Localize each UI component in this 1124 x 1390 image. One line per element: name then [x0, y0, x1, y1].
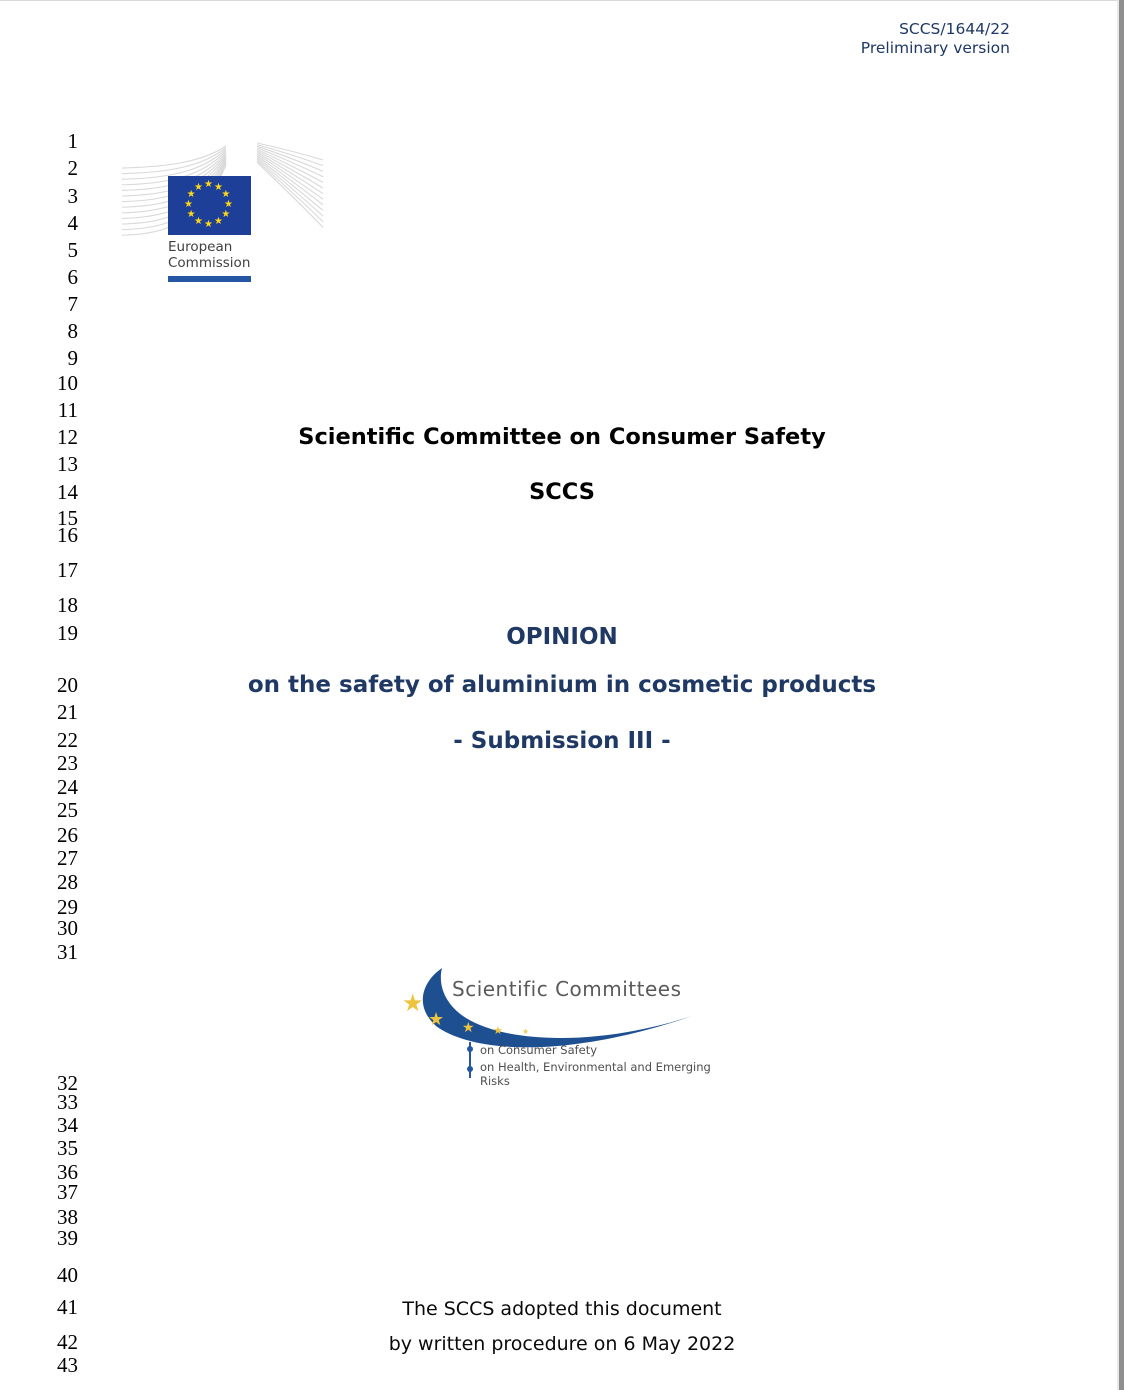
line-number: 33	[57, 1090, 78, 1114]
european-commission-logo	[120, 138, 325, 278]
line-number: 35	[57, 1136, 78, 1160]
ec-name-line1: European	[168, 239, 233, 255]
line-number: 40	[57, 1263, 78, 1287]
line-number: 12	[57, 425, 78, 449]
line-number: 13	[57, 452, 78, 476]
line-number: 18	[57, 593, 78, 617]
line-number: 29	[57, 895, 78, 919]
line-number: 36	[57, 1160, 78, 1184]
line-number: 10	[57, 371, 78, 395]
line-number: 19	[57, 621, 78, 645]
line-number: 9	[67, 346, 78, 370]
committee-title: Scientific Committee on Consumer Safety	[298, 424, 826, 450]
line-number: 34	[57, 1113, 78, 1137]
line-number: 25	[57, 798, 78, 822]
line-number: 15	[57, 506, 78, 530]
line-number: 26	[57, 823, 78, 847]
line-number: 6	[67, 265, 78, 289]
eu-star-icon: ★	[204, 179, 213, 190]
star-icon: ★	[522, 1027, 530, 1036]
submission-label: - Submission III -	[453, 728, 671, 754]
line-number: 22	[57, 728, 78, 752]
line-number: 2	[67, 156, 78, 180]
page-top-edge	[0, 0, 1124, 1]
eu-star-icon: ★	[186, 209, 196, 220]
ec-name-line2: Commission	[168, 255, 251, 271]
eu-flag-icon	[168, 176, 251, 235]
ec-logo-text	[168, 239, 250, 271]
line-number: 28	[57, 870, 78, 894]
document-status: Preliminary version	[860, 39, 1010, 57]
line-number: 30	[57, 916, 78, 940]
line-number: 27	[57, 846, 78, 870]
divider-dot-icon	[467, 1066, 473, 1072]
line-number: 7	[67, 292, 78, 316]
line-number: 3	[67, 184, 78, 208]
line-number: 21	[57, 700, 78, 724]
line-number: 4	[67, 211, 78, 235]
eu-star-icon: ★	[194, 216, 203, 228]
line-number: 11	[57, 398, 78, 422]
opinion-subject: on the safety of aluminium in cosmetic products	[247, 672, 877, 698]
committee-line-health-env: on Health, Environmental and Emerging Risks	[480, 1060, 711, 1088]
line-number: 8	[67, 319, 78, 343]
ec-logo-underline	[168, 276, 251, 282]
document-number: SCCS/1644/22	[899, 20, 1010, 38]
line-number: 24	[57, 775, 78, 799]
line-number: 17	[57, 558, 78, 582]
eu-star-icon: ★	[186, 189, 196, 200]
opinion-heading: OPINION	[506, 624, 618, 650]
line-number: 16	[57, 523, 78, 547]
line-number: 37	[57, 1180, 78, 1204]
eu-star-icon: ★	[224, 199, 233, 210]
line-number: 41	[57, 1295, 78, 1319]
document-reference	[861, 20, 1010, 58]
eu-star-icon: ★	[194, 181, 203, 193]
line-number: 42	[57, 1330, 78, 1354]
line-number: 20	[57, 673, 78, 697]
divider-dot-icon	[467, 1046, 473, 1052]
line-number: 14	[57, 480, 78, 504]
eu-star-icon: ★	[184, 199, 193, 210]
line-number: 31	[57, 940, 78, 964]
eu-star-icon: ★	[204, 219, 213, 230]
star-icon: ★	[493, 1024, 503, 1037]
eu-star-icon: ★	[221, 209, 231, 220]
adoption-statement-line2: by written procedure on 6 May 2022	[388, 1333, 736, 1355]
eu-star-icon: ★	[221, 189, 231, 200]
star-icon: ★	[462, 1020, 475, 1036]
committee-acronym: SCCS	[529, 479, 595, 505]
line-number: 5	[67, 238, 78, 262]
committee-line-consumer-safety: on Consumer Safety	[480, 1043, 598, 1057]
eu-star-icon: ★	[214, 181, 223, 193]
line-number: 38	[57, 1205, 78, 1229]
star-icon: ★	[402, 989, 424, 1017]
eu-star-icon: ★	[214, 216, 223, 228]
line-number: 32	[57, 1071, 78, 1095]
line-number: 39	[57, 1226, 78, 1250]
committees-divider	[469, 1042, 471, 1078]
scientific-committees-logo	[400, 958, 740, 1088]
line-number: 43	[57, 1353, 78, 1377]
line-number: 23	[57, 751, 78, 775]
line-number: 1	[67, 129, 78, 153]
adoption-statement-line1: The SCCS adopted this document	[402, 1298, 722, 1320]
ec-waves-right-icon	[255, 140, 325, 240]
committees-logo-title: Scientific Committees	[452, 977, 682, 1001]
star-icon: ★	[428, 1009, 445, 1030]
